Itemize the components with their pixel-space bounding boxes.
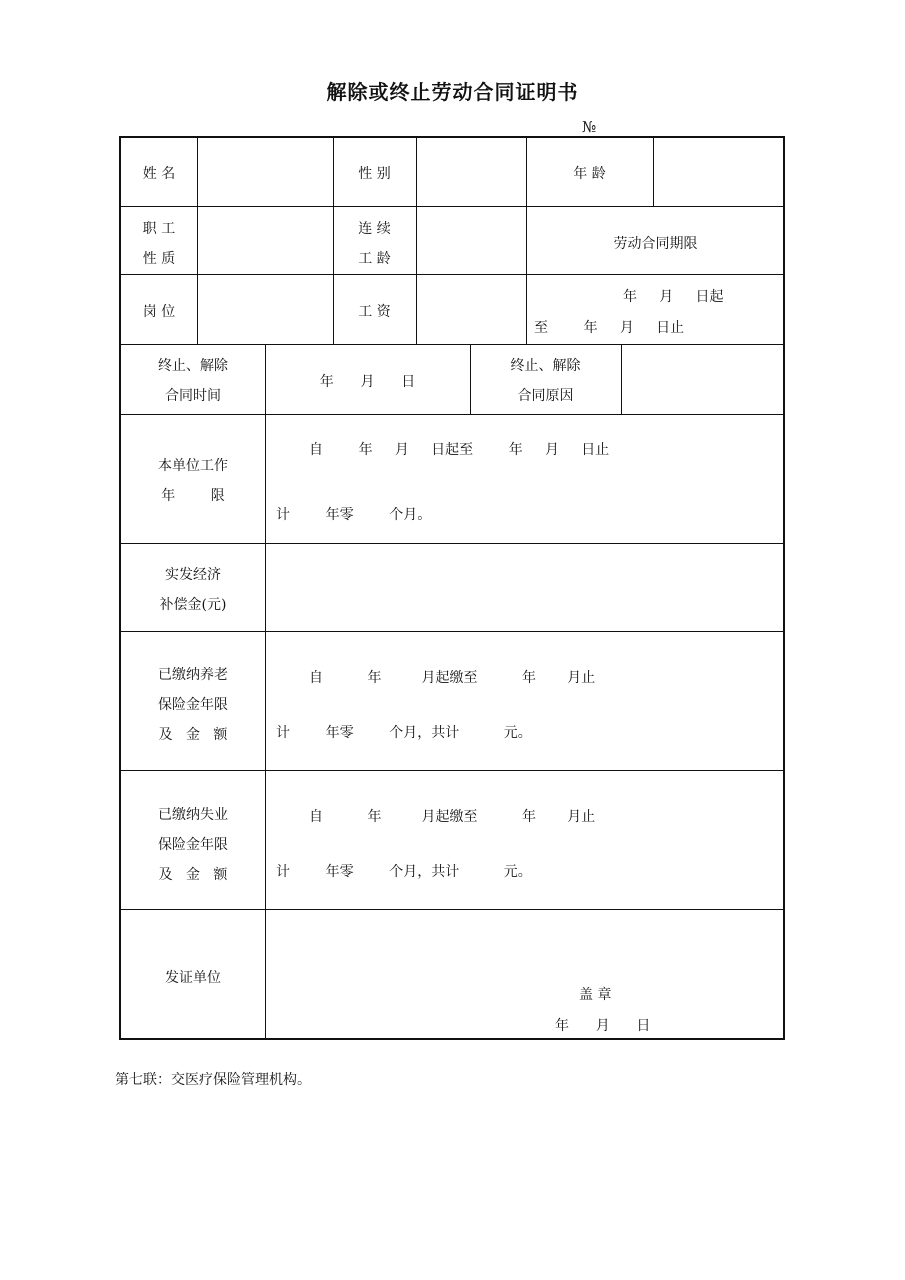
contract-term-label: 劳动合同期限	[613, 236, 698, 252]
certificate-form	[119, 136, 785, 1040]
service-period: 自 年 月 日起至 年 月 日止	[309, 442, 610, 458]
row-divider	[121, 274, 783, 275]
row-divider	[121, 543, 783, 544]
row-divider	[121, 344, 783, 345]
column-divider	[621, 344, 622, 414]
issue-date: 年 月 日	[555, 1018, 651, 1034]
post-label: 岗 位	[142, 304, 176, 320]
unemployment-period: 自 年 月起缴至 年 月止	[309, 809, 596, 825]
unemployment-total: 计 年零 个月，共计 元。	[276, 864, 532, 880]
age-label: 年 龄	[573, 166, 606, 182]
wage-label: 工 资	[358, 304, 391, 320]
compensation-label: 实发经济 补偿金(元)	[159, 567, 227, 613]
column-divider	[265, 344, 266, 1040]
column-divider	[653, 138, 654, 206]
name-label: 姓 名	[142, 166, 176, 182]
continuous-seniority-label: 连 续 工 龄	[358, 221, 391, 267]
pension-insurance-label: 已缴纳养老 保险金年限 及 金 额	[158, 667, 228, 743]
service-total: 计 年零 个月。	[276, 507, 432, 523]
contract-term-from: 年 月 日起	[623, 289, 724, 305]
unemployment-insurance-label: 已缴纳失业 保险金年限 及 金 额	[158, 807, 228, 883]
termination-reason-label: 终止、解除 合同原因	[510, 358, 581, 404]
column-divider	[197, 138, 198, 344]
row-divider	[121, 631, 783, 632]
footer-note: 第七联：交医疗保险管理机构。	[115, 1072, 311, 1088]
row-divider	[121, 909, 783, 910]
service-years-label: 本单位工作 年 限	[158, 458, 228, 504]
gender-label: 性 别	[358, 166, 391, 182]
seal-label: 盖 章	[579, 987, 612, 1003]
row-divider	[121, 206, 783, 207]
column-divider	[416, 138, 417, 344]
employee-nature-label: 职 工 性 质	[142, 221, 176, 267]
pension-total: 计 年零 个月，共计 元。	[276, 725, 532, 741]
row-divider	[121, 770, 783, 771]
issuing-unit-label: 发证单位	[165, 970, 221, 986]
termination-date: 年 月 日	[319, 374, 416, 390]
row-divider	[121, 414, 783, 415]
serial-number-label: №	[582, 118, 597, 136]
page-title: 解除或终止劳动合同证明书	[326, 80, 579, 104]
termination-time-label: 终止、解除 合同时间	[158, 358, 228, 404]
contract-term-to: 至 年 月 日止	[534, 320, 685, 336]
pension-period: 自 年 月起缴至 年 月止	[309, 670, 596, 686]
